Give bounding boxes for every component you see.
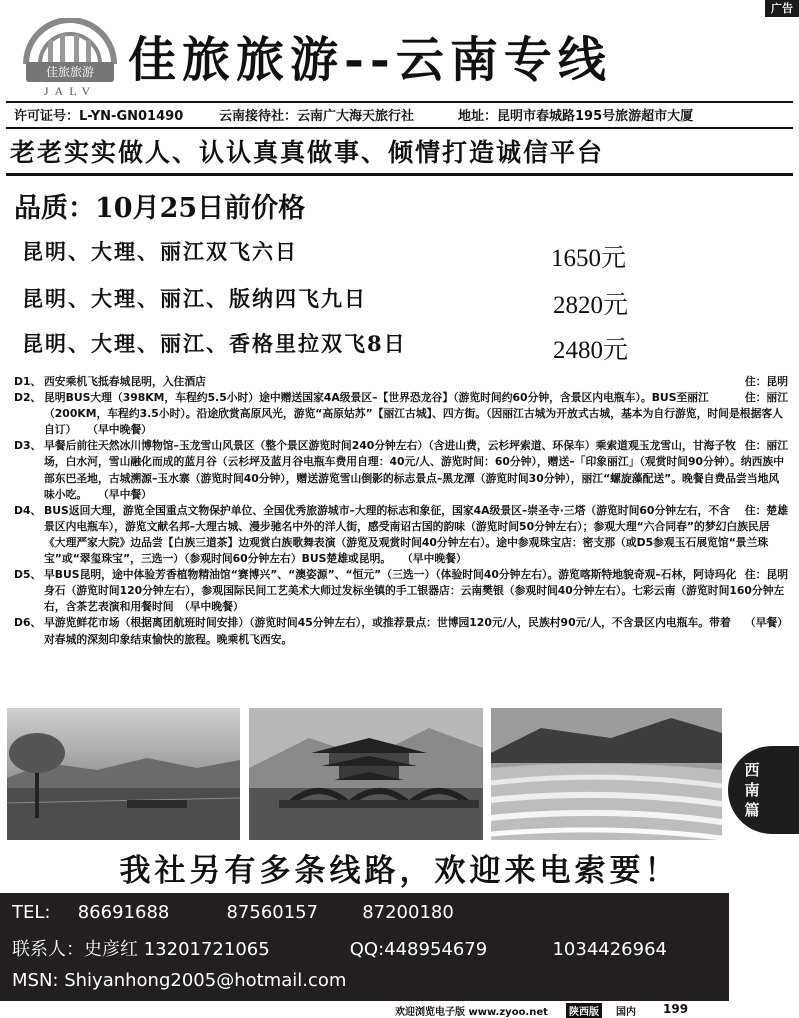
day-text: BUS返回大理，游览全国重点文物保护单位、全国优秀旅游城市–大理的标志和象征，国家4A级景区–崇圣寺·三塔（游览时间60分钟左右，不含景区内电瓶车），游览文献名邦–大理古城、漫步驰名中外的洋人街，感受南诏古国的韵味（游览时间50分钟左右）；参观大理“六合同春”的梦幻白族民居《大理严家大院》边品尝【白族三道茶】边观赏白族歌舞表演（游览及观赏时间40分钟左右）。途中参观珠宝店：密支那（或D5参观玉石展览馆“景兰珠宝”或“翠玺珠宝”，三选一）（参观时间60分钟左右）BUS楚雄或昆明。 （早中晚餐） xyxy=(44,503,770,566)
day-lodging: 住：丽江 xyxy=(744,391,788,405)
tel-number: 87200180 xyxy=(362,902,454,923)
section-tab xyxy=(728,746,799,834)
itinerary-day xyxy=(14,615,788,647)
itinerary-day xyxy=(14,390,788,438)
page-title: 佳旅旅游--云南专线 xyxy=(128,32,612,88)
msn-address: MSN: Shiyanhong2005@hotmail.com xyxy=(12,970,347,991)
logo-arch-icon xyxy=(18,18,122,66)
logo xyxy=(18,18,122,100)
itinerary xyxy=(14,374,788,648)
tel-label: TEL: xyxy=(12,902,51,923)
day-label: D5、 xyxy=(14,568,42,582)
day-text: 早BUS昆明，途中体验芳香植物精油馆“赛博兴”、“澳姿源”、“恒元”（三选一）（体验时间40分钟左右）。游览喀斯特地貌奇观–石林，阿诗玛化身石（游览时间120分钟左右），参观国际民间工艺美术大师过发标坐镇的手工银器店：云南樊银（参观时间40分钟左右）。七彩云南（游览时间160分钟左右，含茶艺表演和用餐时间 （早中晚餐） xyxy=(44,568,785,614)
more-routes-banner: 我社另有多条线路，欢迎来电索要！ xyxy=(119,853,680,889)
photo-lake xyxy=(7,708,240,840)
day-lodging: 住：丽江 xyxy=(744,439,788,453)
day-lodging: 住：昆明 xyxy=(744,375,788,388)
route-name: 昆明、大理、丽江、版纳四飞九日 xyxy=(22,286,367,311)
day-text: 早游览鲜花市场（根据离团航班时间安排）（游览时间45分钟左右），或推荐景点：世博园120元/人，民族村90元/人，不含景区内电瓶车。带着对春城的深刻印象结束愉快的旅程。晚乘机飞西安。 xyxy=(44,616,731,646)
divider xyxy=(6,173,793,176)
route-price: 1650元 xyxy=(551,245,627,272)
itinerary-day xyxy=(14,567,788,615)
itinerary-day xyxy=(14,438,788,502)
day-label: D1、 xyxy=(14,375,42,388)
license-number: 许可证号：L-YN-GN01490 xyxy=(14,109,184,124)
route-name: 昆明、大理、丽江双飞六日 xyxy=(22,239,298,264)
tel-number: 87560157 xyxy=(226,902,319,923)
photo-pavilion xyxy=(249,708,483,840)
day-lodging: （早餐） xyxy=(744,616,788,630)
footer xyxy=(0,1002,799,1017)
day-label: D6、 xyxy=(14,616,42,630)
itinerary-day xyxy=(14,503,788,567)
quality-heading: 品质：10月25日前价格 xyxy=(14,193,306,224)
ad-tag: 广告 xyxy=(765,0,799,17)
divider xyxy=(6,127,793,129)
day-lodging: 住：楚雄 xyxy=(744,503,788,517)
divider xyxy=(6,101,793,103)
address: 地址：昆明市春城路195号旅游超市大厦 xyxy=(458,109,694,124)
qq-number: QQ:448954679 xyxy=(349,939,488,960)
day-label: D2、 xyxy=(14,391,42,405)
tel-number: 86691688 xyxy=(77,902,170,923)
section-tab-label: 西南篇 xyxy=(744,761,760,819)
route-price: 2480元 xyxy=(553,337,629,364)
page-number: 199 xyxy=(663,1002,689,1016)
route-price: 2820元 xyxy=(553,292,629,319)
itinerary-day xyxy=(14,374,788,390)
receiver-agency: 云南接待社：云南广大海天旅行社 xyxy=(219,109,415,124)
day-text: 西安乘机飞抵春城昆明，入住酒店 xyxy=(44,375,206,388)
day-text: 昆明BUS大理（398KM，车程约5.5小时）途中赠送国家4A级景区–【世界恐龙谷】（游览时间约60分钟，含景区内电瓶车）。BUS至丽江（200KM，车程约3.5小时）。沿途欣赏高原风光，游览“高原姑苏”【丽江古城】、四方街。（因丽江古城为开放式古城，基本为自行游览，时间是根据客人自订） （早中晚餐） xyxy=(44,391,783,437)
logo-name: 佳旅旅游 xyxy=(26,62,114,82)
contact-person: 联系人：史彦红 13201721065 xyxy=(12,939,270,960)
qq-number-2: 1034426964 xyxy=(552,939,667,960)
day-lodging: 住：昆明 xyxy=(744,568,788,582)
day-label: D4、 xyxy=(14,503,42,517)
footer-edition: 陕西版 xyxy=(566,1003,602,1018)
photo-terraces xyxy=(491,708,722,840)
logo-sub: JALV xyxy=(43,84,97,98)
route-name: 昆明、大理、丽江、香格里拉双飞8日 xyxy=(22,331,407,356)
contact-panel xyxy=(0,893,729,1001)
slogan: 老老实实做人、认认真真做事、倾情打造诚信平台 xyxy=(10,138,605,167)
day-text: 早餐后前往天然冰川博物馆–玉龙雪山风景区（整个景区游览时间240分钟左右）（含进山费，云杉坪索道、环保车）乘索道观玉龙雪山，甘海子牧场，白水河，雪山融化而成的蓝月谷（云杉坪及蓝月谷电瓶车费用自理：40元/人、游览时间：60分钟），赠送–「印象丽江」（观赏时间90分钟）。纳西族中部东巴圣地，古城溯源–玉水寨（游览时间40分钟），赠送游览雪山倒影的标志景点–黑龙潭（游览时间30分钟），丽江“螺旋藻配送”。晚餐自费品尝当地风味小吃。 （早中餐） xyxy=(44,439,785,501)
footer-section: 国内 xyxy=(616,1007,636,1018)
footer-browse: 欢迎浏览电子版 www.zyoo.net xyxy=(395,1007,548,1018)
day-label: D3、 xyxy=(14,439,42,453)
